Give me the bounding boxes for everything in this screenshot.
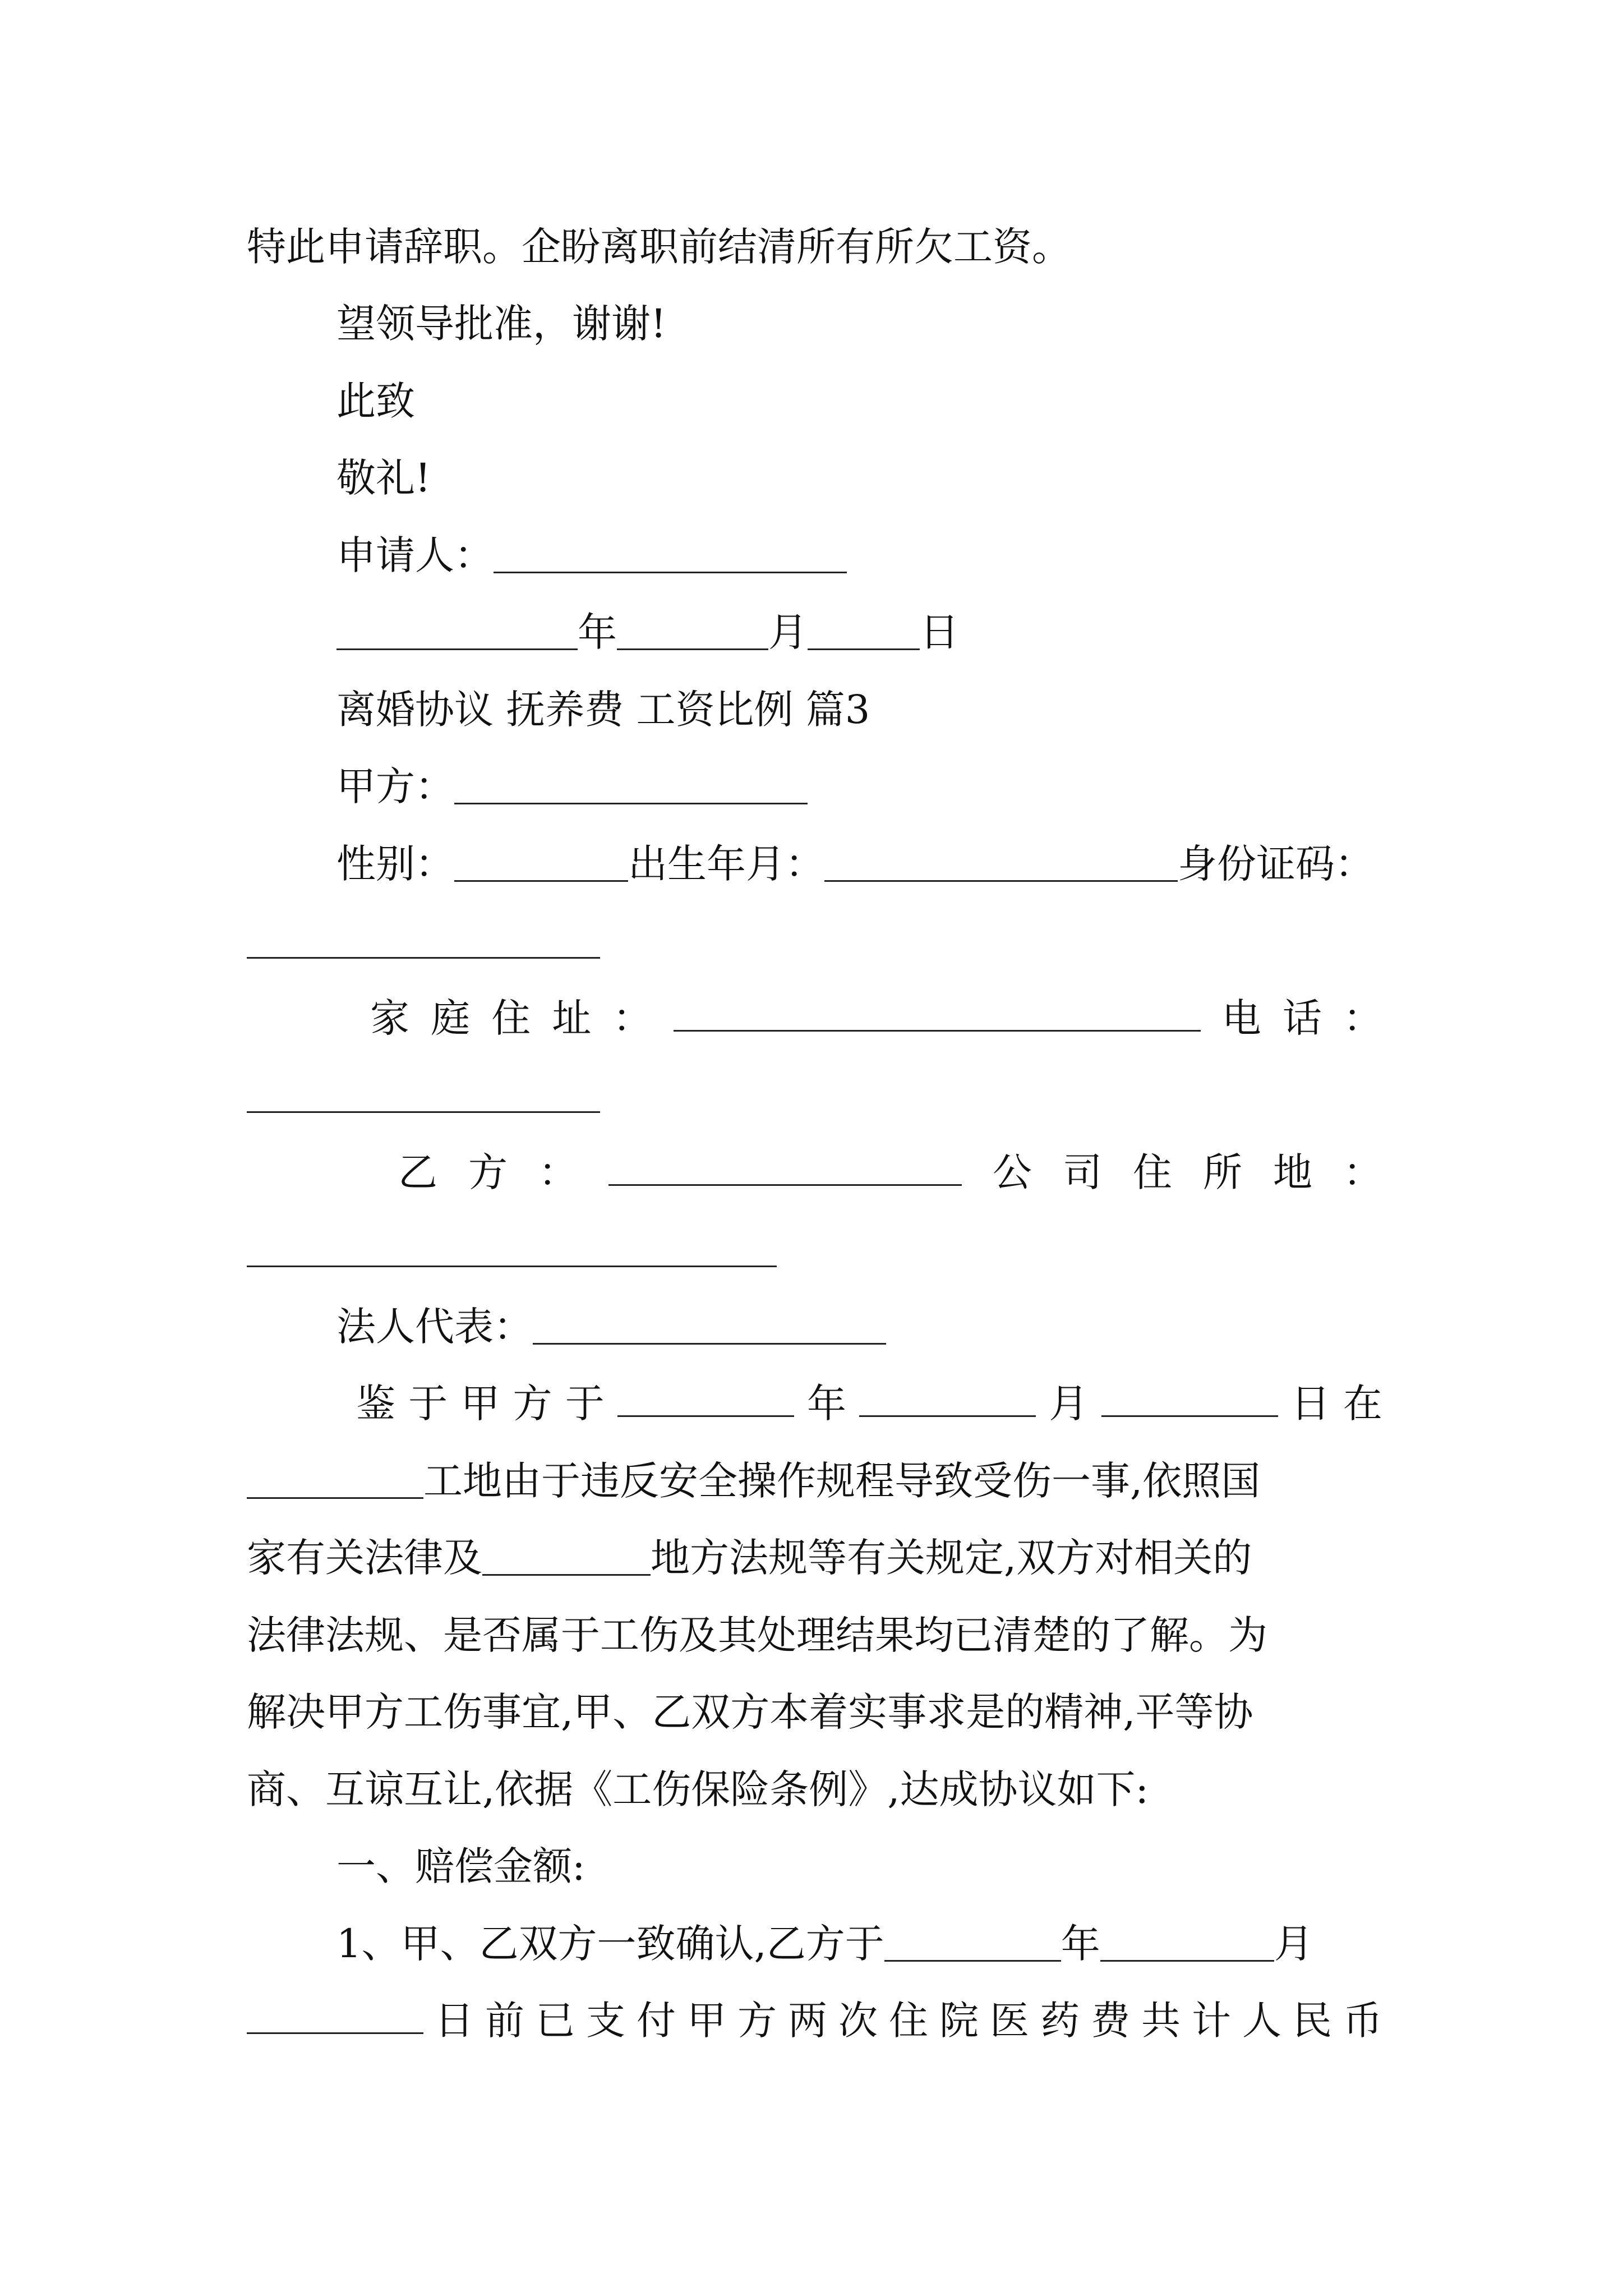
blank-line [247,910,600,972]
paragraph-line [247,216,1071,278]
text: 敬礼! [336,455,431,501]
blank-line [247,1218,777,1280]
company-blank [247,1226,777,1267]
day-blank [808,609,920,650]
text: 年 [1061,1921,1100,1967]
phone-char: 电 [1221,995,1261,1041]
company-char: ： [1343,1149,1382,1195]
text-char: 人 [1242,1998,1281,2044]
text: 望领导批准，谢谢! [336,301,667,347]
site-blank [247,1458,423,1499]
text-char: 在 [1343,1381,1382,1427]
party-a-label: 甲方： [336,763,454,809]
address-line [370,987,1382,1049]
birth-label: 出生年月： [628,841,824,887]
text-char: 方 [737,1998,777,2044]
text: 解决甲方工伤事宜,甲、乙双方本着实事求是的精神,平等协 [247,1689,1253,1735]
text: 1、甲、乙双方一致确认,乙方于 [336,1921,884,1967]
party-b-char: ： [538,1149,578,1195]
text-char: 日 [435,1998,474,2044]
text-char: 付 [637,1998,676,2044]
party-a-line [336,756,808,817]
text: 法律法规、是否属于工伤及其处理结果均已清楚的了解。为 [247,1612,1267,1658]
text-char: 甲 [460,1381,500,1427]
paragraph-line [247,1527,1252,1589]
section-heading [336,1835,585,1897]
company-char: 地 [1273,1149,1312,1195]
section-title [336,679,870,740]
phone-char: ： [1343,995,1382,1041]
party-b-char: 乙 [398,1149,437,1195]
address-char: 家 [370,995,409,1041]
text-char: 年 [807,1381,847,1427]
text: 工地由于违反安全操作规程导致受伤一事,依照国 [423,1458,1261,1504]
gender-blank [454,841,628,882]
address-char: 庭 [431,995,471,1041]
year-label: 年 [578,609,617,655]
text-char: 币 [1343,1998,1382,2044]
id-label: 身份证码： [1178,841,1374,887]
company-char: 所 [1203,1149,1242,1195]
text-char: 费 [1091,1998,1130,2044]
text-char: 前 [485,1998,524,2044]
paragraph-line [356,1373,1382,1434]
personal-info-line [336,833,1374,895]
paragraph-line [247,1604,1267,1666]
text-char: 共 [1141,1998,1181,2044]
phone-char: 话 [1282,995,1322,1041]
address-char: 住 [491,995,531,1041]
applicant-blank [494,532,847,573]
text-char: 民 [1293,1998,1332,2044]
text-char: 两 [788,1998,827,2044]
text: 一、赔偿金额: [336,1843,585,1889]
applicant-label: 申请人： [336,532,494,578]
year-blank [617,1376,794,1417]
text-char: 次 [838,1998,878,2044]
party-b-char: 方 [468,1149,508,1195]
text-char: 药 [1040,1998,1080,2044]
text-char: 住 [889,1998,928,2044]
text-char: 于 [408,1381,448,1427]
company-char: 司 [1063,1149,1102,1195]
text: 家有关法律及 [247,1535,482,1581]
month-blank [1100,1921,1274,1962]
party-b-blank [608,1145,962,1186]
year-blank [884,1921,1061,1962]
year-blank [336,609,578,650]
day-blank [1101,1376,1278,1417]
legal-rep-label: 法人代表： [336,1304,533,1350]
region-blank [482,1535,651,1576]
date-line [336,601,959,663]
text-char: 甲 [687,1998,726,2044]
address-blank [674,991,1201,1032]
birth-blank [824,841,1178,882]
paragraph-line [247,1759,1149,1820]
text-char: 支 [586,1998,625,2044]
gender-label: 性别： [336,841,454,887]
text: 特此申请辞职。企盼离职前结清所有所欠工资。 [247,224,1071,270]
paragraph-line [336,1913,1313,1975]
text-char: 医 [990,1998,1029,2044]
text-char: 已 [536,1998,575,2044]
id-blank [247,918,600,959]
paragraph-line [336,447,431,509]
text-char: 方 [513,1381,552,1427]
month-label: 月 [768,609,808,655]
party-b-line [398,1142,1382,1203]
legal-rep-blank [533,1304,886,1345]
applicant-line [336,524,847,586]
text-char: 于 [565,1381,605,1427]
company-char: 公 [993,1149,1032,1195]
paragraph-line [247,1450,1260,1512]
address-char: 址 [552,995,592,1041]
text: 离婚协议 抚养费 工资比例 篇3 [336,687,870,733]
text: 月 [1274,1921,1313,1967]
party-a-blank [454,763,808,804]
paragraph-line [247,1681,1253,1743]
address-char: ： [612,995,652,1041]
month-blank [859,1376,1036,1417]
paragraph-line [247,1990,1382,2051]
blank-line [247,1064,600,1126]
paragraph-line [336,370,415,432]
company-char: 住 [1133,1149,1172,1195]
text-char: 院 [939,1998,979,2044]
text: 商、互谅互让,依据《工伤保险条例》,达成协议如下: [247,1766,1149,1812]
phone-blank [247,1072,600,1113]
day-label: 日 [920,609,959,655]
text: 此致 [336,378,415,424]
text-char: 月 [1049,1381,1089,1427]
legal-rep-line [336,1296,886,1358]
text-char: 计 [1192,1998,1231,2044]
month-blank [617,609,768,650]
paragraph-line [336,293,666,355]
text: 地方法规等有关规定,双方对相关的 [651,1535,1252,1581]
day-blank [247,1993,423,2034]
text-char: 鉴 [356,1381,395,1427]
text-char: 日 [1290,1381,1330,1427]
